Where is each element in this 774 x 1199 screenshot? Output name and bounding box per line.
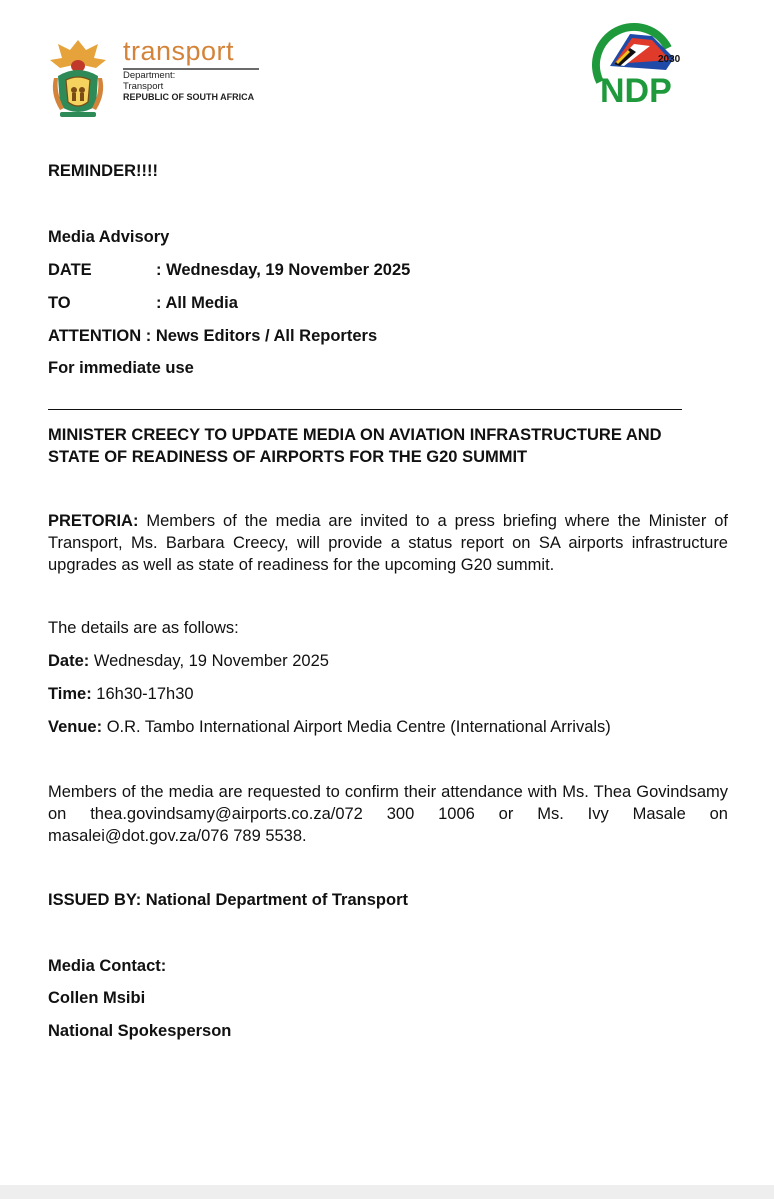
brand-name: transport bbox=[123, 36, 235, 66]
issued-by: ISSUED BY: National Department of Transport bbox=[48, 891, 408, 909]
dateline: PRETORIA: bbox=[48, 512, 139, 530]
reminder-heading: REMINDER!!!! bbox=[48, 162, 158, 180]
contact-name: Collen Msibi bbox=[48, 989, 146, 1007]
details-date-value: Wednesday, 19 November 2025 bbox=[89, 652, 329, 670]
to-label: TO bbox=[48, 294, 71, 312]
contact-title: National Spokesperson bbox=[48, 1022, 232, 1040]
to-value: : All Media bbox=[156, 294, 238, 312]
advisory-title: Media Advisory bbox=[48, 228, 170, 246]
headline-line-1: MINISTER CREECY TO UPDATE MEDIA ON AVIATION INFRASTRUCTURE AND bbox=[48, 426, 662, 444]
ndp-year: 2030 bbox=[658, 54, 681, 65]
details-time-value: 16h30-17h30 bbox=[91, 685, 194, 703]
date-label: DATE bbox=[48, 261, 92, 279]
page-bottom-edge bbox=[0, 1185, 774, 1199]
details-date-label: Date: bbox=[48, 652, 90, 670]
date-value: : Wednesday, 19 November 2025 bbox=[156, 261, 411, 279]
details-time bbox=[48, 683, 194, 705]
details-venue bbox=[48, 716, 611, 738]
headline bbox=[48, 424, 738, 468]
details-lead: The details are as follows: bbox=[48, 619, 239, 637]
details-time-label: Time: bbox=[48, 685, 92, 703]
ndp-2030-logo bbox=[590, 22, 682, 108]
details-venue-label: Venue: bbox=[48, 718, 103, 736]
details-venue-value: O.R. Tambo International Airport Media Centre (International Arrivals) bbox=[102, 718, 611, 736]
attention-row: ATTENTION : News Editors / All Reporters bbox=[48, 327, 378, 345]
intro-text: Members of the media are invited to a press briefing where the Minister of Transport, Ms. Barbara Creecy, will provide a status report on SA airports infrastructure upgrades as well as state of readiness for the upcoming G20 summit. bbox=[48, 512, 728, 574]
country-name: REPUBLIC OF SOUTH AFRICA bbox=[123, 92, 255, 102]
department-label: Department: bbox=[123, 70, 176, 81]
media-contact-label: Media Contact: bbox=[48, 957, 167, 975]
headline-line-2: STATE OF READINESS OF AIRPORTS FOR THE G20 SUMMIT bbox=[48, 448, 528, 466]
department-brand bbox=[123, 36, 263, 103]
section-divider bbox=[48, 409, 682, 410]
ndp-text: NDP bbox=[600, 72, 672, 108]
details-date bbox=[48, 650, 329, 672]
to-row bbox=[48, 292, 238, 314]
coat-of-arms-logo bbox=[46, 36, 110, 120]
department-name: Transport bbox=[123, 81, 164, 92]
date-row bbox=[48, 259, 410, 281]
immediate-use: For immediate use bbox=[48, 359, 194, 377]
confirm-paragraph: Members of the media are requested to confirm their attendance with Ms. Thea Govindsamy on thea.govindsamy@airports.co.za/072 300 1006 or Ms. Ivy Masale on masalei@dot.gov.za/076 789 5538. bbox=[48, 783, 728, 845]
intro-paragraph bbox=[48, 510, 728, 576]
